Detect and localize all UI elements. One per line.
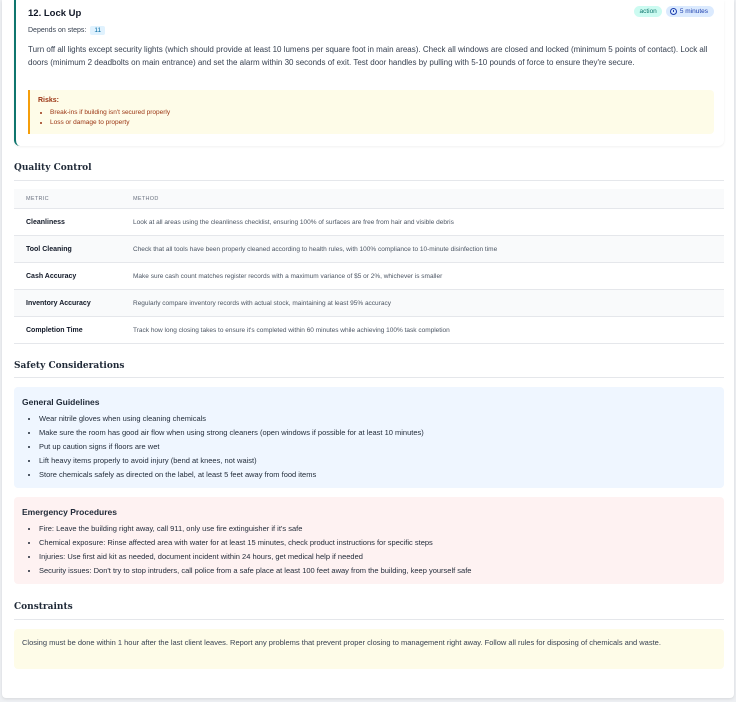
method-column-header: METHOD bbox=[133, 195, 159, 202]
action-badge: action bbox=[634, 6, 661, 17]
table-header-row bbox=[14, 189, 724, 209]
list-item: • Injuries: Use first aid kit as needed, document incident within 24 hours, get medical help if needed bbox=[39, 550, 716, 564]
method-cell: Make sure cash count matches register records with a maximum variance of $5 or 2%, whichever is smaller bbox=[133, 272, 443, 280]
metric-cell: Inventory Accuracy bbox=[26, 299, 91, 307]
section-divider bbox=[14, 619, 724, 620]
table-row bbox=[14, 209, 724, 236]
table-row bbox=[14, 290, 724, 317]
metric-cell: Cleanliness bbox=[26, 218, 65, 226]
method-cell: Check that all tools have been properly cleaned according to health rules, with 100% compliance to 10-minute disinfection time bbox=[133, 245, 498, 253]
general-guidelines-title: General Guidelines bbox=[22, 397, 100, 407]
section-divider bbox=[14, 180, 724, 181]
section-divider bbox=[14, 377, 724, 378]
risks-list bbox=[38, 108, 706, 128]
list-item: • Fire: Leave the building right away, call 911, only use fire extinguisher if it's safe bbox=[39, 522, 716, 536]
quality-control-table bbox=[14, 189, 724, 344]
step-title: 12. Lock Up bbox=[28, 8, 82, 19]
step-badges bbox=[634, 6, 714, 17]
depends-step-chip[interactable]: 11 bbox=[90, 26, 105, 35]
list-item: • Security issues: Don't try to stop intruders, call police from a safe place at least 100 feet away from the building, keep yourself safe bbox=[39, 564, 716, 578]
metric-cell: Tool Cleaning bbox=[26, 245, 72, 253]
risks-box bbox=[28, 90, 714, 134]
table-row bbox=[14, 317, 724, 344]
duration-badge bbox=[666, 6, 714, 17]
risks-title: Risks: bbox=[38, 97, 60, 104]
quality-control-heading: Quality Control bbox=[14, 163, 92, 173]
metric-cell: Completion Time bbox=[26, 326, 83, 334]
method-cell: Look at all areas using the cleanliness checklist, ensuring 100% of surfaces are free from hair and visible debris bbox=[133, 218, 454, 226]
page-container bbox=[2, 0, 734, 698]
duration-text: 5 minutes bbox=[679, 8, 708, 15]
method-cell: Track how long closing takes to ensure it's completed within 60 minutes while achieving 100% task completion bbox=[133, 326, 450, 334]
list-item: • Wear nitrile gloves when using cleaning chemicals bbox=[39, 412, 716, 426]
constraints-text: Closing must be done within 1 hour after the last client leaves. Report any problems that prevent proper closing to management right away. Follow all rules for disposing of chemicals and waste. bbox=[22, 638, 661, 647]
risk-item: • Break-ins if building isn't secured properly bbox=[50, 108, 706, 118]
list-item: • Chemical exposure: Rinse affected area with water for at least 15 minutes, check product instructions for specific steps bbox=[39, 536, 716, 550]
list-item: • Lift heavy items properly to avoid injury (bend at knees, not waist) bbox=[39, 454, 716, 468]
general-guidelines-list bbox=[22, 412, 716, 482]
depends-label: Depends on steps: bbox=[28, 27, 87, 34]
safety-heading: Safety Considerations bbox=[14, 361, 125, 371]
step-card bbox=[14, 0, 724, 146]
constraints-heading: Constraints bbox=[14, 602, 73, 612]
table-row bbox=[14, 236, 724, 263]
clock-icon bbox=[670, 8, 677, 15]
metric-cell: Cash Accuracy bbox=[26, 272, 77, 280]
general-guidelines-box bbox=[14, 387, 724, 488]
list-item: • Make sure the room has good air flow when using strong cleaners (open windows if possible for at least 10 minutes) bbox=[39, 426, 716, 440]
list-item: • Put up caution signs if floors are wet bbox=[39, 440, 716, 454]
depends-on bbox=[28, 26, 105, 35]
emergency-procedures-box bbox=[14, 497, 724, 584]
constraints-box bbox=[14, 629, 724, 669]
method-cell: Regularly compare inventory records with actual stock, maintaining at least 95% accuracy bbox=[133, 299, 391, 307]
table-row bbox=[14, 263, 724, 290]
emergency-procedures-list bbox=[22, 522, 716, 578]
risk-item: • Loss or damage to property bbox=[50, 118, 706, 128]
emergency-procedures-title: Emergency Procedures bbox=[22, 507, 117, 517]
list-item: • Store chemicals safely as directed on the label, at least 5 feet away from food items bbox=[39, 468, 716, 482]
step-description: Turn off all lights except security lights (which should provide at least 10 lumens per square foot in main areas). Check all windows are closed and locked (minimum 5 points of contact). Lock all doors (minimum 2 deadbolts on main entrance) and set the alarm within 30 seconds of exit. Test door handles by pulling with 5-10 pounds of force to ensure they're secure. bbox=[28, 45, 708, 67]
metric-column-header: METRIC bbox=[26, 195, 49, 202]
